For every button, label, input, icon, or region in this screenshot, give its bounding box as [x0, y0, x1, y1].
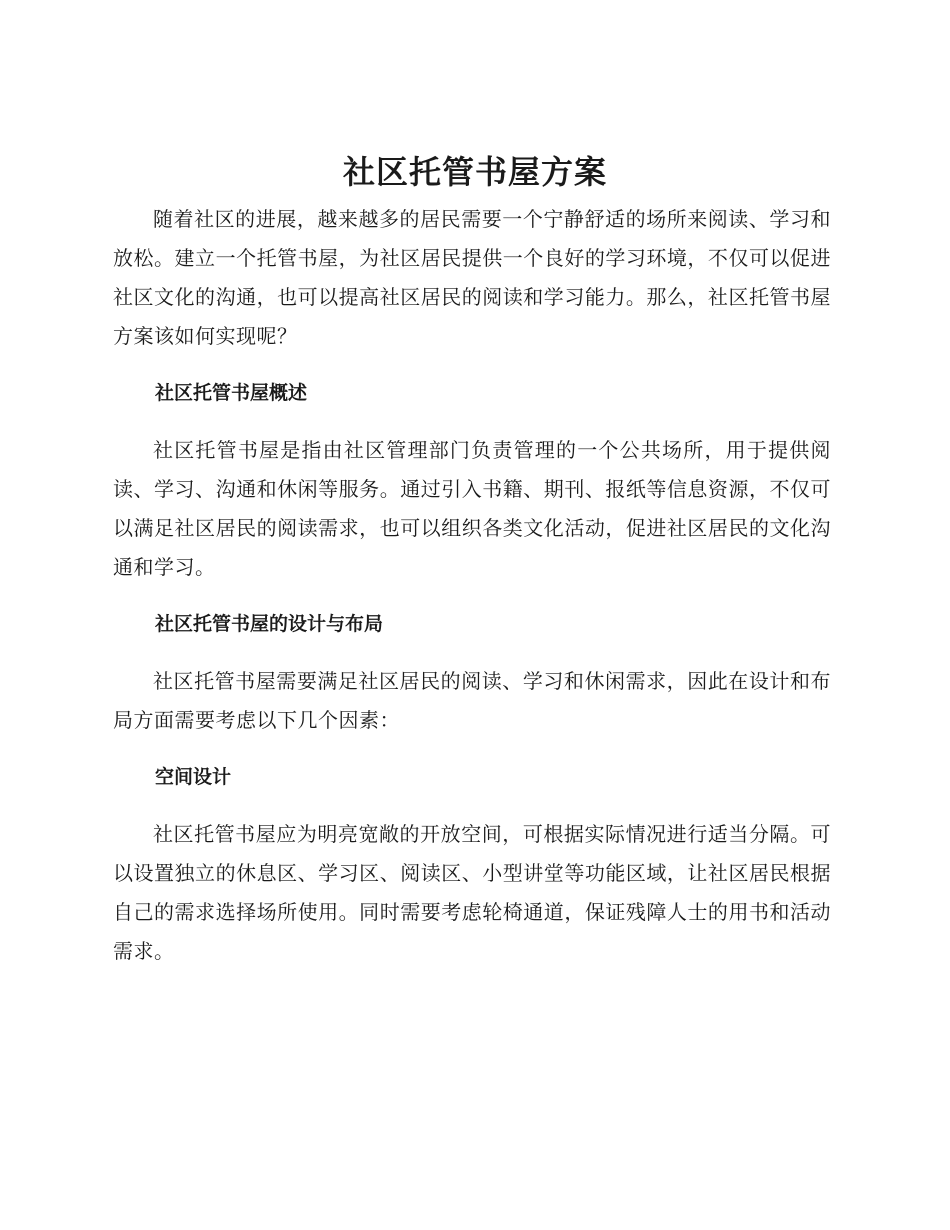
document-title: 社区托管书屋方案	[342, 153, 607, 191]
section-heading-overview: 社区托管书屋概述	[155, 382, 308, 404]
section-body-overview: 社区托管书屋是指由社区管理部门负责管理的一个公共场所，用于提供阅读、学习、沟通和休闲等服务。通过引入书籍、期刊、报纸等信息资源，不仅可以满足社区居民的阅读需求，也可以组织各类文化活动，促进社区居民的文化沟通和学习。	[113, 438, 831, 579]
section-heading-design-layout: 社区托管书屋的设计与布局	[155, 613, 384, 635]
section-body-design-layout: 社区托管书屋需要满足社区居民的阅读、学习和休闲需求，因此在设计和布局方面需要考虑以下几个因素：	[113, 669, 831, 732]
intro-paragraph: 随着社区的进展，越来越多的居民需要一个宁静舒适的场所来阅读、学习和放松。建立一个托管书屋，为社区居民提供一个良好的学习环境，不仅可以促进社区文化的沟通，也可以提高社区居民的阅读和学习能力。那么，社区托管书屋方案该如何实现呢？	[113, 207, 831, 348]
section-heading-space-design: 空间设计	[155, 766, 232, 788]
section-body-space-design: 社区托管书屋应为明亮宽敞的开放空间，可根据实际情况进行适当分隔。可以设置独立的休息区、学习区、阅读区、小型讲堂等功能区域，让社区居民根据自己的需求选择场所使用。同时需要考虑轮椅通道，保证残障人士的用书和活动需求。	[113, 822, 831, 963]
document-body	[113, 200, 831, 971]
